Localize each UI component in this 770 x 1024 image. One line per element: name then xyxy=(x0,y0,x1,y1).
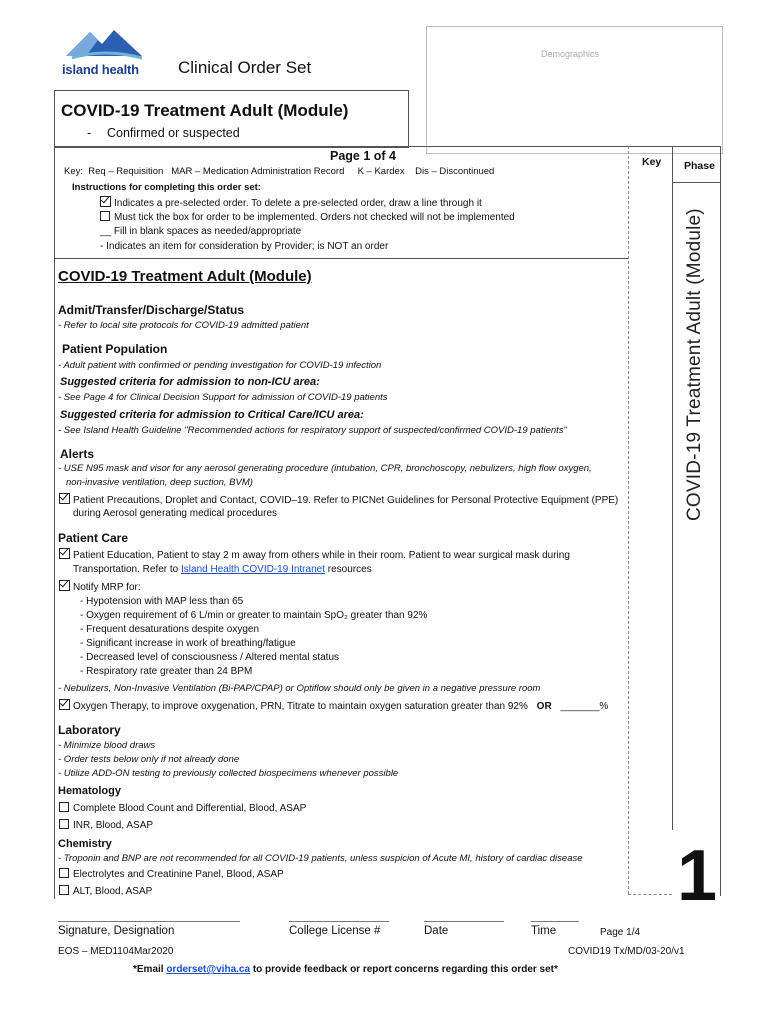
phase-header-line xyxy=(672,182,720,183)
phase-column-divider xyxy=(672,146,673,896)
mountain-logo-icon xyxy=(64,26,144,60)
mrp-item: - Frequent desaturations despite oxygen xyxy=(80,624,259,635)
hematology-heading: Hematology xyxy=(58,785,121,797)
date-line xyxy=(424,921,504,922)
order-set-title: COVID-19 Treatment Adult (Module) xyxy=(61,101,349,120)
key-column-header: Key xyxy=(642,156,662,168)
feedback-text: *Email xyxy=(133,964,167,975)
module-title: COVID-19 Treatment Adult (Module) xyxy=(58,268,312,285)
order-alt[interactable] xyxy=(59,885,152,897)
side-banner: COVID-19 Treatment Adult (Module) xyxy=(684,208,705,522)
admit-note: - Refer to local site protocols for COVID-19 admitted patient xyxy=(58,320,309,331)
checkbox-empty[interactable] xyxy=(59,885,69,895)
chemistry-heading: Chemistry xyxy=(58,838,112,850)
time-label: Time xyxy=(531,925,557,937)
license-label: College License # xyxy=(289,925,381,937)
instruction-consider: - Indicates an item for consideration by Provider; is NOT an order xyxy=(100,241,389,252)
checkbox-checked[interactable] xyxy=(59,493,70,504)
order-text: INR, Blood, ASAP xyxy=(73,820,154,831)
footer-right-code: COVID19 Tx/MD/03-20/v1 xyxy=(568,946,685,957)
alerts-note-2: non-invasive ventilation, deep suction, BVM) xyxy=(66,477,253,488)
order-text: ALT, Blood, ASAP xyxy=(73,886,153,897)
order-text: Patient Education, Patient to stay 2 m away from others while in their room. Patient to wear surgical mask during xyxy=(73,550,570,561)
instruction-preselected xyxy=(100,196,482,209)
instruction-blank: __ Fill in blank spaces as needed/appropriate xyxy=(100,226,302,237)
mrp-item: - Significant increase in work of breathing/fatigue xyxy=(80,638,296,649)
order-text: Complete Blood Count and Differential, Blood, ASAP xyxy=(73,803,307,814)
mrp-item: - Respiratory rate greater than 24 BPM xyxy=(80,666,253,677)
icu-heading: Suggested criteria for admission to Critical Care/ICU area: xyxy=(60,409,364,421)
order-cbc[interactable] xyxy=(59,802,306,814)
checkbox-empty[interactable] xyxy=(59,802,69,812)
subtitle-dash: - xyxy=(87,126,92,140)
signature-label: Signature, Designation xyxy=(58,925,175,937)
date-label: Date xyxy=(424,925,449,937)
order-text: Notify MRP for: xyxy=(73,582,141,593)
patient-care-heading: Patient Care xyxy=(58,531,129,545)
laboratory-heading: Laboratory xyxy=(58,723,121,737)
mrp-item: - Oxygen requirement of 6 L/min or greater to maintain SpO₂ greater than 92% xyxy=(80,610,428,621)
instructions-heading: Instructions for completing this order set: xyxy=(72,182,261,193)
order-text: Patient Precautions, Droplet and Contact, COVID–19. Refer to PICNet Guidelines for Personal Protective Equipment (PPE) xyxy=(73,495,619,506)
checked-box-icon xyxy=(100,196,111,207)
key-column-divider xyxy=(628,146,629,894)
instructions-divider xyxy=(54,258,628,259)
mrp-item: - Hypotension with MAP less than 65 xyxy=(80,596,244,607)
or-label: OR xyxy=(536,701,552,712)
email-link[interactable]: orderset@viha.ca xyxy=(166,964,251,975)
order-patient-education[interactable] xyxy=(59,548,570,561)
checkbox-checked[interactable] xyxy=(59,548,70,559)
order-text: resources xyxy=(324,564,372,575)
footer-left-code: EOS – MED1104Mar2020 xyxy=(58,946,174,957)
empty-box-icon xyxy=(100,211,110,221)
icu-note: - See Island Health Guideline "Recommended actions for respiratory support of suspected/confirmed COVID-19 patients" xyxy=(58,425,567,436)
order-text: Electrolytes and Creatinine Panel, Blood, ASAP xyxy=(73,869,284,880)
license-line xyxy=(289,921,389,922)
feedback-note xyxy=(133,964,558,975)
alerts-note-1: - USE N95 mask and visor for any aerosol generating procedure (intubation, CPR, bronchoscopy, nebulizers, high flow oxygen, xyxy=(58,463,592,474)
instruction-tick xyxy=(100,211,515,223)
lab-note: - Utilize ADD-ON testing to previously collected biospecimens whenever possible xyxy=(58,768,399,779)
island-health-logo xyxy=(60,26,150,78)
non-icu-heading: Suggested criteria for admission to non-ICU area: xyxy=(60,376,320,388)
logo-text: island health xyxy=(62,62,139,77)
order-text-continued: during Aerosol generating medical procedures xyxy=(73,508,278,519)
checkbox-checked[interactable] xyxy=(59,580,70,591)
key-legend: Key: Req – Requisition MAR – Medication Administration Record K – Kardex Dis – Discontinued xyxy=(64,166,495,177)
intranet-link[interactable]: Island Health COVID-19 Intranet xyxy=(181,564,325,575)
phase-column-header: Phase xyxy=(684,160,715,172)
subtitle: Confirmed or suspected xyxy=(107,126,240,140)
order-notify-mrp[interactable] xyxy=(59,580,141,593)
admit-heading: Admit/Transfer/Discharge/Status xyxy=(58,303,245,317)
page-number-large: 1 xyxy=(677,836,718,916)
alerts-heading: Alerts xyxy=(60,447,95,461)
order-electrolytes[interactable] xyxy=(59,868,284,880)
order-patient-precautions[interactable] xyxy=(59,493,618,506)
order-text-continued xyxy=(73,564,372,575)
order-set-title-box xyxy=(54,90,409,148)
checkbox-empty[interactable] xyxy=(59,868,69,878)
nebulizer-note: - Nebulizers, Non-Invasive Ventilation (Bi-PAP/CPAP) or Optiflow should only be given in a negative pressure room xyxy=(58,683,541,694)
instruction-text: Indicates a pre-selected order. To delete a pre-selected order, draw a line through it xyxy=(114,198,482,209)
chemistry-note: - Troponin and BNP are not recommended for all COVID-19 patients, unless suspicion of Acute MI, history of cardiac disease xyxy=(58,853,583,864)
order-inr[interactable] xyxy=(59,819,153,831)
non-icu-note: - See Page 4 for Clinical Decision Support for admission of COVID-19 patients xyxy=(58,392,388,403)
instruction-text: Must tick the box for order to be implemented. Orders not checked will not be implemented xyxy=(114,212,515,223)
order-oxygen-therapy[interactable] xyxy=(59,699,608,712)
oxygen-target-field[interactable]: _______% xyxy=(560,701,609,712)
order-text: Transportation. Refer to xyxy=(73,564,182,575)
phase-column-right xyxy=(720,146,721,896)
demographics-box xyxy=(426,26,723,154)
page-indicator: Page 1 of 4 xyxy=(330,149,396,163)
signature-line xyxy=(58,921,240,922)
checkbox-checked[interactable] xyxy=(59,699,70,710)
lab-note: - Order tests below only if not already done xyxy=(58,754,240,765)
population-heading: Patient Population xyxy=(62,342,168,356)
order-text: Oxygen Therapy, to improve oxygenation, PRN, Titrate to maintain oxygen saturation greater than 92% xyxy=(73,701,528,712)
population-note: - Adult patient with confirmed or pending investigation for COVID-19 infection xyxy=(58,360,382,371)
page-title: Clinical Order Set xyxy=(178,58,312,77)
mrp-item: - Decreased level of consciousness / Altered mental status xyxy=(80,652,340,663)
demographics-label: Demographics xyxy=(541,49,600,59)
bottom-dash-line xyxy=(628,894,672,895)
time-line xyxy=(531,921,579,922)
feedback-text: to provide feedback or report concerns regarding this order set* xyxy=(250,964,558,975)
page-footer-number: Page 1/4 xyxy=(600,927,641,938)
lab-note: - Minimize blood draws xyxy=(58,740,156,751)
checkbox-empty[interactable] xyxy=(59,819,69,829)
